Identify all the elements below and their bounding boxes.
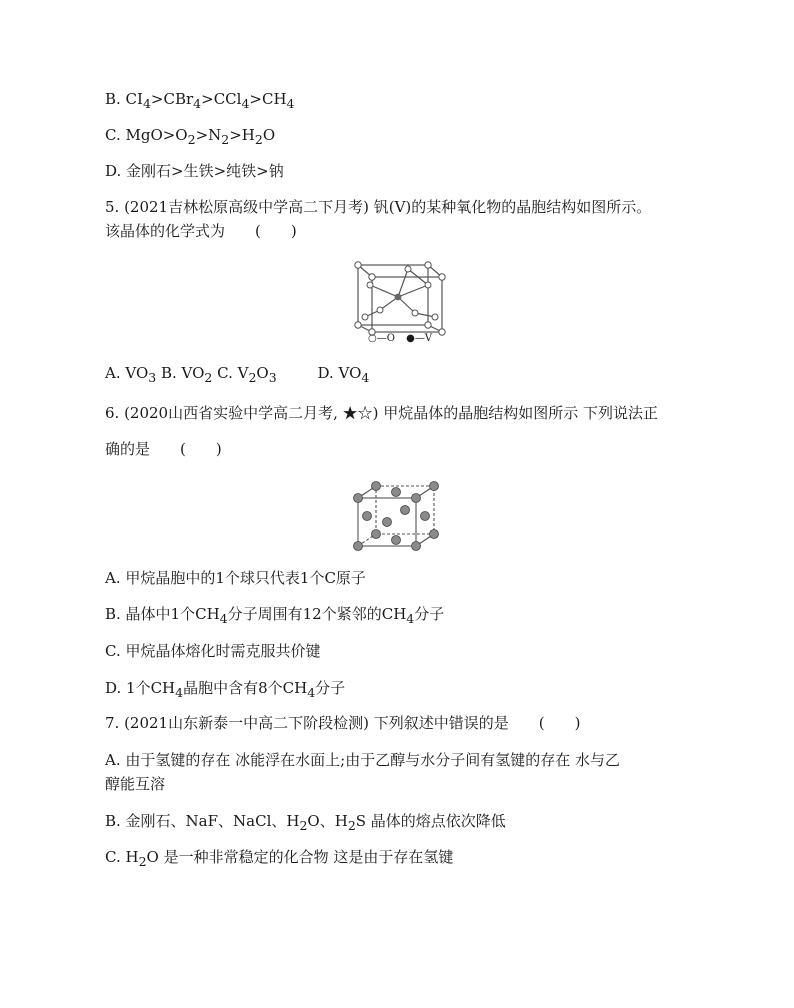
text: O、H bbox=[307, 812, 348, 830]
q5-options bbox=[105, 363, 369, 388]
q5-option-c bbox=[217, 364, 277, 385]
text: >CBr bbox=[150, 90, 194, 108]
q7-stem: 7. (2021山东新泰一中高二下阶段检测) 下列叙述中错误的是 ( ) bbox=[105, 714, 581, 732]
text: D. 1个CH bbox=[105, 679, 176, 697]
text: >CH bbox=[249, 90, 287, 108]
text: B. 晶体中1个CH bbox=[105, 605, 220, 623]
subscript: 4 bbox=[219, 611, 228, 626]
q5-stem-line2: 该晶体的化学式为 ( ) bbox=[105, 222, 297, 240]
text: O bbox=[256, 364, 269, 382]
subscript: 2 bbox=[204, 370, 213, 385]
legend-v-label: V bbox=[424, 333, 433, 344]
text: B. 金刚石、NaF、NaCl、H bbox=[105, 812, 300, 830]
subscript: 2 bbox=[221, 132, 230, 147]
q7-option-b bbox=[105, 811, 506, 836]
text: S 晶体的熔点依次降低 bbox=[355, 812, 506, 830]
subscript: 4 bbox=[241, 96, 250, 111]
text: C. MgO>O bbox=[105, 126, 188, 144]
subscript: 2 bbox=[138, 854, 147, 869]
text: >N bbox=[195, 126, 222, 144]
q6-option-a: A. 甲烷晶胞中的1个球只代表1个C原子 bbox=[105, 569, 366, 587]
text: 分子 bbox=[315, 679, 346, 697]
text: C. V bbox=[217, 364, 249, 382]
subscript: 4 bbox=[406, 611, 415, 626]
text: B. VO bbox=[160, 364, 205, 382]
text: C. H bbox=[105, 848, 139, 866]
text: B. CI bbox=[105, 90, 143, 108]
text: D. VO bbox=[317, 364, 362, 382]
subscript: 2 bbox=[187, 132, 196, 147]
text: 晶胞中含有8个CH bbox=[183, 679, 308, 697]
vanadium-marker-icon: ●— bbox=[406, 333, 425, 344]
text: 分子 bbox=[414, 605, 445, 623]
subscript: 4 bbox=[175, 685, 184, 700]
q7-option-a-line2: 醇能互溶 bbox=[105, 775, 166, 793]
option-c-prev bbox=[105, 125, 275, 150]
subscript: 3 bbox=[148, 370, 157, 385]
q6-option-d bbox=[105, 678, 345, 703]
option-d-prev: D. 金刚石>生铁>纯铁>钠 bbox=[105, 162, 284, 180]
q7-option-c bbox=[105, 847, 453, 872]
subscript: 2 bbox=[248, 370, 257, 385]
subscript: 2 bbox=[254, 132, 263, 147]
oxygen-marker-icon: ○— bbox=[368, 333, 387, 344]
q6-option-b bbox=[105, 604, 444, 629]
methane-crystal-cell-figure bbox=[352, 480, 440, 552]
text: >H bbox=[229, 126, 255, 144]
q6-stem-line2: 确的是 ( ) bbox=[105, 440, 222, 458]
q6-option-c: C. 甲烷晶体熔化时需克服共价键 bbox=[105, 642, 321, 660]
subscript: 3 bbox=[268, 370, 277, 385]
subscript: 2 bbox=[299, 818, 308, 833]
text: O bbox=[262, 126, 276, 144]
q7-option-a-line1: A. 由于氢键的存在 冰能浮在水面上;由于乙醇与水分子间有氢键的存在 水与乙 bbox=[105, 751, 620, 769]
text: O 是一种非常稳定的化合物 这是由于存在氢键 bbox=[146, 848, 454, 866]
legend-o-label: O bbox=[386, 333, 395, 344]
subscript: 4 bbox=[142, 96, 151, 111]
q6-stem-line1: 6. (2020山西省实验中学高二月考, ★☆) 甲烷晶体的晶胞结构如图所示 下列说法正 bbox=[105, 404, 659, 422]
subscript: 2 bbox=[347, 818, 356, 833]
q5-stem-line1: 5. (2021吉林松原高级中学高二下月考) 钒(V)的某种氧化物的晶胞结构如图所示。 bbox=[105, 198, 652, 216]
text: A. VO bbox=[105, 364, 149, 382]
subscript: 4 bbox=[361, 370, 370, 385]
subscript: 4 bbox=[193, 96, 202, 111]
subscript: 4 bbox=[286, 96, 295, 111]
option-b-prev bbox=[105, 89, 295, 114]
figure-legend bbox=[368, 333, 432, 345]
q5-option-b bbox=[160, 364, 213, 385]
text: 分子周围有12个紧邻的CH bbox=[227, 605, 407, 623]
subscript: 4 bbox=[307, 685, 316, 700]
text: >CCl bbox=[201, 90, 242, 108]
q5-option-d bbox=[317, 364, 370, 385]
q5-option-a bbox=[105, 364, 157, 385]
